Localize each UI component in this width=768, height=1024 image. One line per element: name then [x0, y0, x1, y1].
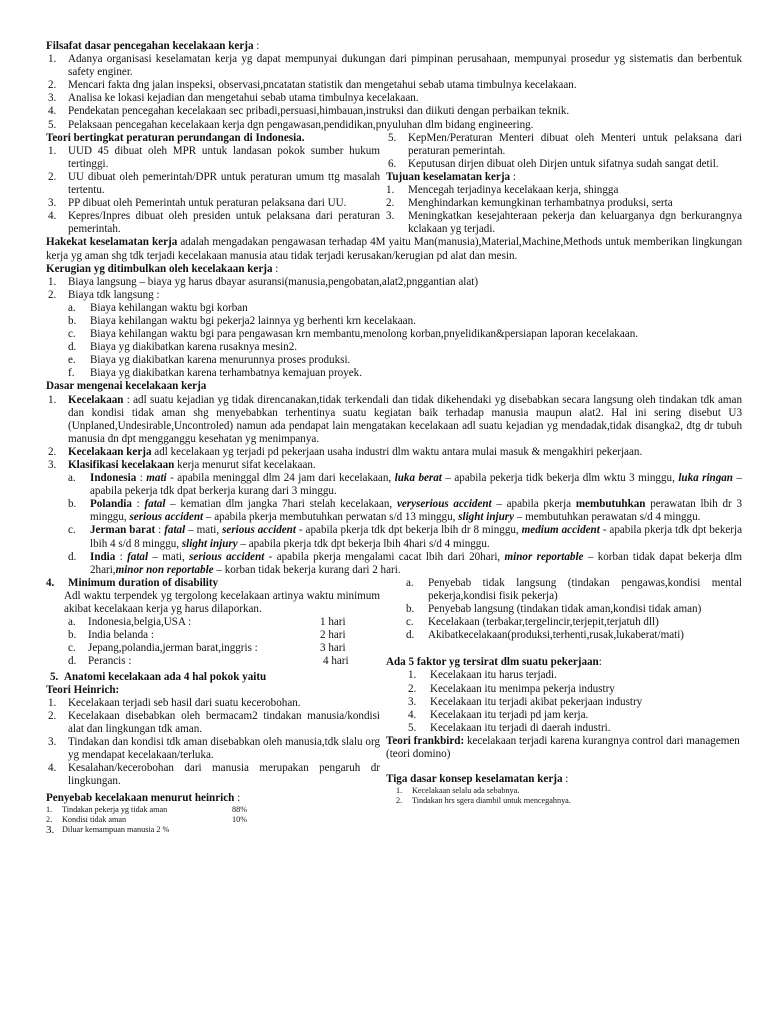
list-item: 5. Kecelakaan itu terjadi di daerah industri.	[408, 721, 611, 734]
list-item: 3. Kecelakaan itu terjadi akibat pekerjaan industry	[408, 695, 643, 708]
list-item: 4. Kecelakaan itu terjadi pd jam kerja.	[408, 708, 589, 721]
list-item: 1. UUD 45 dibuat oleh MPR untuk landasan pokok sumber hukum tertinggi.	[48, 144, 380, 170]
list-item: a. Indonesia : mati - apabila meninggal dlm 24 jam dari kecelakaan, luka berat – apabila pekerja tidk bekerja dlm wktu 3 minggu, luka ringan – apabila pekerja tdk dpat berkerja kurang dari 3 minggu.	[68, 472, 742, 498]
heading-kerugian: Kerugian yg ditimbulkan oleh kecelakaan kerja	[46, 262, 273, 275]
list-penyebab-heinrich	[46, 805, 380, 835]
list-item: 1. Kecelakaan selalu ada sebabnya.	[396, 786, 520, 796]
list-item: d. Perancis : 4 hari	[68, 655, 349, 668]
list-item: d. Akibatkecelakaan(produksi,terhenti,rusak,lukaberat/mati)	[406, 629, 684, 642]
list-item: b. Polandia : fatal – kematian dlm jangka 7hari stelah kecelakaan, veryserious accident – apabila pkerja membutuhkan perawatan lbih dr 3 minggu, serious accident – apabila pkerja membutuhkan perwatan s/d 13 minggu, slight injury – membutuhkan perawatan s/d 4 minggu.	[68, 498, 742, 524]
heading-dasar: Dasar mengenai kecelakaan kerja	[46, 380, 207, 393]
list-item: c. Biaya kehilangan waktu bgi para pengawasan krn membantu,menolong korban,pnyelidikan&persiapan laporan kecelakaan.	[68, 328, 639, 341]
list-item: 1. Kecelakaan : adl suatu kejadian yg tidak direncanakan,tidak terkendali dan tidak dikehendaki yg disebabkan secara langsung oleh tindakan tdk aman dan kondisi tidak aman shg menyebabkan terhentinya suatu kegiatan baik terhadap manusia maupun alat2. Hal ini sering disebut U3 (Unplaned,Undesirable,Uncontroled) namun ada pendapat lain mengatakan kecelakaan adl suatu kejadian yg mendadak,tidak disangka2, dtg dr tubuh manusia dn dpt mengganggu kesehatan yg menimpanya.	[48, 393, 742, 445]
list-item: a. Indonesia,belgia,USA : 1 hari	[68, 616, 346, 629]
list-item: d. Biaya yg diakibatkan karena rusaknya mesin2.	[68, 341, 298, 354]
list-item: 5. Pelaksaan pencegahan kecelakaan kerja dgn pengawasan,pendidikan,pnyuluhan dlm bidang engineering.	[48, 118, 534, 131]
list-item: 1. Kecelakaan terjadi seb hasil dari suatu kecerobohan.	[48, 696, 301, 709]
heading-minimum: 4. Minimum duration of disability	[46, 576, 219, 589]
list-item: a. Penyebab tidak langsung (tindakan pengawas,kondisi mental pekerja,kondisi fisik pekerja)	[406, 576, 742, 602]
section-bottom: 4. Minimum duration of disability Adl waktu terpendek yg tergolong kecelakaan artinya waktu minimum akibat kecelakaan kerja yg harus dilaporkan. a. Indonesia,belgia,USA : 1 hari b. India belanda : 2 hari c. Jepang,polandia,jerman barat,inggris : 3 hari d. Perancis : 4 hari 5. Anatomi kecelakaan ada 4 hal pokok yaitu Teori Heinrich: 1. Kecelakaan terjadi seb hasil dari suatu kecerobohan. 2. Kecelakaan disebabkan oleh bermacam2 tindakan manusia/kondisi alat dan lingkungan tdk aman. 3. Tindakan dan kondisi tdk aman disebabkan oleh manusia,tdk slalu org yg mendapat kecelakaan/terluka. 4. Kesalahan/kecerobohan dari manusia merupakan pengaruh dr lingkungan. Penyebab kecelakaan menurut heinrich : 1. Tindakan pekerja yg tidak aman 88% 2. Kondisi tidak aman 10% 3. Diluar kemampuan manusia 2 % a. Penyebab tidak langsung (tindakan pengawas,kondisi mental pekerja,kondisi fisik pekerja) b. Penyebab langsung (tindakan tidak aman,kondisi tidak aman) c. Kecelakaan (terbakar,tergelincir,terjepit,terjatuh dll) d. Akibatkecelakaan(produksi,terhenti,rusak,lukaberat/mati) Ada 5 faktor yg tersirat dlm suatu pekerjaan: 1. Kecelakaan itu harus terjadi. 2. Kecelakaan itu menimpa pekerja industry 3. Kecelakaan itu terjadi akibat pekerjaan industry 4. Kecelakaan itu terjadi pd jam kerja. 5. Kecelakaan itu terjadi di daerah industri. Teori frankbird: kecelakaan terjadi karena kurangnya control dari managemen (teori domino) Tiga dasar konsep keselamatan kerja : 1. Kecelakaan selalu ada sebabnya. 2. Tindakan hrs sgera diambil untuk mencegahnya.	[46, 576, 742, 837]
list-item: 3. Analisa ke lokasi kejadian dan mengetahui sebab utama timbulnya kecelakaan.	[48, 92, 419, 105]
list-item: 2. Kecelakaan itu menimpa pekerja industry	[408, 682, 615, 695]
list-item: e. Biaya yg diakibatkan karena menurunnya proses produksi.	[68, 354, 351, 367]
list-item: 1. Kecelakaan itu harus terjadi.	[408, 669, 557, 682]
list-item: 2. UU dibuat oleh pemerintah/DPR untuk peraturan umum ttg masalah tertentu.	[48, 170, 380, 197]
paragraph-frankbird: Teori frankbird: kecelakaan terjadi karena kurangnya control dari managemen (teori domino)	[386, 734, 740, 760]
list-item: 4. Kepres/Inpres dibuat oleh presiden untuk pelaksana dari peraturan pemerintah.	[48, 210, 380, 236]
list-item: c. Jepang,polandia,jerman barat,inggris : 3 hari	[68, 642, 346, 655]
heading-perundangan: Teori bertingkat peraturan perundangan di Indonesia	[46, 131, 302, 144]
section-kerugian: Kerugian yg ditimbulkan oleh kecelakaan kerja : 1. Biaya langsung – biaya yg harus dbayar asuransi(manusia,pengobatan,alat2,pnggantian alat) 2. Biaya tdk langsung : a. Biaya kehilangan waktu bgi korban b. Biaya kehilangan waktu bgi pekerja2 lainnya yg berhenti krn kecelakaan. c. Biaya kehilangan waktu bgi para pengawasan krn membantu,menolong korban,pnyelidikan&persiapan laporan kecelakaan. d. Biaya yg diakibatkan karena rusaknya mesin2. e. Biaya yg diakibatkan karena menurunnya proses produksi. f. Biaya yg diakibatkan karena terhambatnya kemajuan proyek.	[46, 263, 742, 381]
list-item: 2. Kecelakaan disebabkan oleh bermacam2 tindakan manusia/kondisi alat dan lingkungan tdk aman.	[48, 709, 380, 735]
heading-faktor: Ada 5 faktor yg tersirat dlm suatu pekerjaan	[386, 656, 599, 669]
list-item: 2. Kondisi tidak aman 10%	[46, 815, 248, 825]
list-item: 3. Klasifikasi kecelakaan kerja menurut sifat kecelakaan.	[48, 459, 316, 471]
list-item: c. Jerman barat : fatal – mati, serious accident - apabila pkerja tdk dpt bekerja lbih dr 8 minggu, medium accident - apabila pkerja tdk dpt bekerja lbih 4 s/d 8 minggu, slight injury – apabila pkerja tdk dpt bekerja lbih 4hari s/d 4 minggu.	[68, 524, 742, 550]
list-minimum	[46, 616, 380, 668]
list-item: 6. Keputusan dirjen dibuat oleh Dirjen untuk sifatnya sudah sangat detil.	[388, 157, 719, 170]
list-klasifikasi	[46, 472, 742, 577]
list-item: 2. Tindakan hrs sgera diambil untuk mencegahnya.	[396, 796, 571, 806]
heading-heinrich: Teori Heinrich:	[46, 683, 120, 696]
list-item: 3. Diluar kemampuan manusia 2 %	[46, 824, 170, 837]
list-item: 3. Tindakan dan kondisi tdk aman disebabkan oleh manusia,tdk slalu org yg mendapat kecelakaan/terluka.	[48, 735, 380, 762]
list-item: b. Biaya kehilangan waktu bgi pekerja2 lainnya yg berhenti krn kecelakaan.	[68, 314, 416, 327]
list-item: 1. Adanya organisasi keselamatan kerja yg dapat mempunyai dukungan dari pimpinan perusahaan, mempunyai prosedur yg sistematis dan berbentuk safety enginer.	[48, 53, 742, 79]
paragraph-hakekat: Hakekat keselamatan kerja adalah mengadakan pengawasan terhadap 4M yaitu Man(manusia),Material,Machine,Methods untuk memberikan lingkungan kerja yg aman shg tdk terjadi kecelakaan manusia atau tidak terjadi kerusakan/kerugian pd alat dan mesin.	[46, 236, 742, 262]
list-item: 4. Kesalahan/kecerobohan dari manusia merupakan pengaruh dr lingkungan.	[48, 762, 380, 788]
list-item: 2. Menghindarkan kemungkinan terhambatnya produksi, serta	[386, 197, 673, 210]
list-item: c. Kecelakaan (terbakar,tergelincir,terjepit,terjatuh dll)	[406, 616, 659, 629]
list-item: f. Biaya yg diakibatkan karena terhambatnya kemajuan proyek.	[68, 367, 362, 380]
heading-tujuan: Tujuan keselamatan kerja	[386, 170, 511, 183]
list-faktor	[386, 669, 742, 734]
list-tiga-dasar	[386, 786, 742, 806]
list-penyebab-anatomi	[386, 577, 742, 642]
section-filsafat: Filsafat dasar pencegahan kecelakaan kerja : 1. Adanya organisasi keselamatan kerja yg dapat mempunyai dukungan dari pimpinan perusahaan, mempunyai prosedur yg sistematis dan berbentuk safety enginer. 2. Mencari fakta dng jalan inspeksi, observasi,pncatatan statistik dan mengetahui sebab utama timbulnya kecelakaan. 3. Analisa ke lokasi kejadian dan mengetahui sebab utama timbulnya kecelakaan. 4. Pendekatan pencegahan kecelakaan sec pribadi,persuasi,himbauan,instruksi dan diikuti dengan perbaikan teknik. 5. Pelaksaan pencegahan kecelakaan kerja dgn pengawasan,pendidikan,pnyuluhan dlm bidang engineering.	[46, 40, 742, 131]
list-item: 2. Mencari fakta dng jalan inspeksi, observasi,pncatatan statistik dan mengetahui sebab utama timbulnya kecelakaan.	[48, 79, 577, 92]
list-item: 5. KepMen/Peraturan Menteri dibuat oleh Menteri untuk pelaksana dari peraturan pemerintah.	[388, 131, 742, 157]
list-item: d. India : fatal – mati, serious accident - apabila pkerja mengalami cacat lbih dari 20hari, minor reportable – korban tidak dapat bekerja dlm 2hari,minor non reportable – korban tidak bekerja kurang dari 2 hari.	[68, 550, 743, 576]
section-dasar	[46, 380, 742, 576]
heading-anatomi: 5. Anatomi kecelakaan ada 4 hal pokok yaitu	[50, 670, 267, 683]
list-item: b. India belanda : 2 hari	[68, 629, 346, 642]
heading-tiga-dasar: Tiga dasar konsep keselamatan kerja	[386, 773, 563, 786]
heading-penyebab-heinrich: Penyebab kecelakaan menurut heinrich	[46, 792, 235, 805]
list-item: 1. Mencegah terjadinya kecelakaan kerja, shingga	[386, 184, 619, 197]
list-item: 3. PP dibuat oleh Pemerintah untuk peraturan pelaksana dari UU.	[48, 197, 347, 210]
heading-filsafat: Filsafat dasar pencegahan kecelakaan kerja	[46, 40, 254, 52]
list-item: 4. Pendekatan pencegahan kecelakaan sec pribadi,persuasi,himbauan,instruksi dan diikuti dengan perbaikan teknik.	[48, 105, 570, 118]
list-item: 1. Biaya langsung – biaya yg harus dbayar asuransi(manusia,pengobatan,alat2,pnggantian alat)	[48, 275, 479, 288]
list-item: 1. Tindakan pekerja yg tidak aman 88%	[46, 805, 248, 815]
list-item: 3. Meningkatkan kesejahteraan pekerja dan keluarganya dgn berkurangnya kclakaan yg terjadi.	[386, 210, 742, 236]
list-item: 2. Biaya tdk langsung :	[48, 288, 160, 301]
list-item: 2. Kecelakaan kerja adl kecelakaan yg terjadi pd pekerjaan usaha industri dlm waktu antara mulai masuk & mengakhiri pekerjaan.	[48, 445, 643, 458]
list-filsafat	[46, 53, 742, 132]
list-item: b. Penyebab langsung (tindakan tidak aman,kondisi tidak aman)	[406, 603, 702, 616]
section-perundangan-tujuan: Teori bertingkat peraturan perundangan di Indonesia. 1. UUD 45 dibuat oleh MPR untuk landasan pokok sumber hukum tertinggi. 2. UU dibuat oleh pemerintah/DPR untuk peraturan umum ttg masalah tertentu. 3. PP dibuat oleh Pemerintah untuk peraturan pelaksana dari UU. 4. Kepres/Inpres dibuat oleh presiden untuk pelaksana dari peraturan pemerintah. 5. KepMen/Peraturan Menteri dibuat oleh Menteri untuk pelaksana dari peraturan pemerintah. 6. Keputusan dirjen dibuat oleh Dirjen untuk sifatnya sudah sangat detil. Tujuan keselamatan kerja : 1. Mencegah terjadinya kecelakaan kerja, shingga 2. Menghindarkan kemungkinan terhambatnya produksi, serta 3. Meningkatkan kesejahteraan pekerja dan keluarganya dgn berkurangnya kclakaan yg terjadi.	[46, 131, 742, 236]
list-item: a. Biaya kehilangan waktu bgi korban	[68, 301, 248, 314]
